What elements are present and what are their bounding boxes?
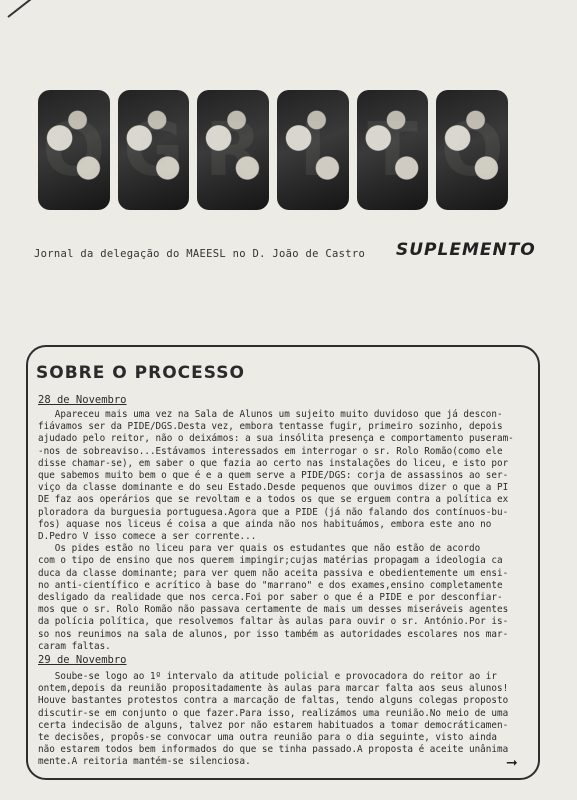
logo-letter <box>197 90 269 210</box>
text-line: duca da classe dominante; para ver quem não aceita passiva e obedientemente um ensi- <box>38 567 509 579</box>
section-date: 28 de Novembro <box>38 394 127 406</box>
text-line: com o tipo de ensino que nos querem impingir;cujas matérias propagam a ideologia ca <box>38 555 503 567</box>
section-body <box>38 671 518 769</box>
text-line: DE faz aos operários que se revoltam e a todos os que se erguem contra a política ex <box>38 494 509 506</box>
text-line: viço da classe dominante e do seu Estado.Desde pequenos que ouvimos dizer o que a PI <box>38 482 509 494</box>
logo-letter-glyph: R <box>204 107 262 193</box>
text-line: mente.A reitoria mantém-se silenciosa. <box>38 756 251 768</box>
text-line: Apareceu mais uma vez na Sala de Alunos um sujeito muito duvidoso que já descon- <box>38 409 503 420</box>
logo-letter-glyph: O <box>440 107 504 193</box>
text-line: caram faltas. <box>38 640 111 652</box>
text-line: discutir-se em conjunto o que fazer.Para isso, realizámos uma reunião.No meio de uma <box>38 707 509 719</box>
logo-letter-glyph: G <box>123 107 184 193</box>
logo-letter <box>118 90 190 210</box>
logo-letter <box>357 90 429 210</box>
supplement-label: SUPLEMENTO <box>396 240 536 260</box>
text-line: certa indecisão de alguns, talvez por não estarem habituados a tomar democráticamen- <box>38 719 509 731</box>
text-line: da polícia política, que resolvemos faltar às aulas para ouvir o sr. António.Por is- <box>38 616 509 628</box>
text-line: D.Pedro V isso comece a ser corrente... <box>38 531 257 543</box>
text-line: mos que o sr. Rolo Romão não passava certamente de mais um desses miseráveis agentes <box>38 604 509 616</box>
logo-letter <box>38 90 110 210</box>
article-heading: SOBRE O PROCESSO <box>36 363 245 383</box>
logo-letter <box>436 90 508 210</box>
text-line: Soube-se logo ao 1º intervalo da atitude policial e provocadora do reitor ao ir <box>38 671 497 682</box>
text-line: disse chamar-se), em saber o que fazia ao certo nas instalações do liceu, e isto por <box>38 457 509 469</box>
logo-letter <box>277 90 349 210</box>
text-line: so nos reunimos na sala de alunos, por isso também as autoridades escolares nos mar- <box>38 628 509 640</box>
section-date: 29 de Novembro <box>38 654 127 666</box>
text-line: desligado da realidade que nos cerca.Foi por saber o que é a PIDE e por desconfiar- <box>38 592 503 604</box>
text-line: no anti-científico e acrítico à base do "marrano" e dos exames,ensino completamente <box>38 579 503 591</box>
logo-letter-glyph: O <box>42 107 106 193</box>
text-line: não estarem todos bem informados do que se tinha passado.A proposta é aceite unânima <box>38 744 509 756</box>
text-line: fiávamos ser da PIDE/DGS.Desta vez, embora tentasse fugir, primeiro sozinho, depois <box>38 421 503 433</box>
pen-mark <box>7 0 32 18</box>
text-line: ajudado pelo reitor, não o deixámos: a sua insólita presença e comportamento puseram- <box>38 433 514 445</box>
section-body <box>38 409 518 653</box>
text-line: te decisões, propôs-se convocar uma outra reunião para o dia seguinte, visto ainda <box>38 732 497 744</box>
masthead-subtitle: Jornal da delegação do MAEESL no D. João de Castro <box>34 248 366 260</box>
text-line: que sabemos muito bem o que é e a quem serve a PIDE/DGS: corja de assassinos ao ser- <box>38 470 509 482</box>
text-line: -nos de sobreaviso...Estávamos interessados em interrogar o sr. Rolo Romão(como ele <box>38 445 503 457</box>
logo-letter-glyph: I <box>299 107 327 193</box>
text-line: ontem,depois da reunião propositadamente às aulas para marcar falta aos seus alunos! <box>38 683 509 695</box>
text-line: ploradora da burguesia portuguesa.Agora que a PIDE (já não falando dos contínuos-bu- <box>38 506 509 518</box>
logo-letter-glyph: T <box>367 107 418 193</box>
masthead-logo <box>38 90 508 210</box>
text-line: fos) aquase nos liceus é coisa a que ainda não nos habituámos, embora este ano no <box>38 518 492 530</box>
arrow-right-icon: ➞ <box>506 755 518 771</box>
text-line: Os pides estão no liceu para ver quais os estudantes que não estão de acordo <box>38 543 481 555</box>
text-line: Houve bastantes protestos contra a marcação de faltas, tendo alguns colegas proposto <box>38 695 509 707</box>
